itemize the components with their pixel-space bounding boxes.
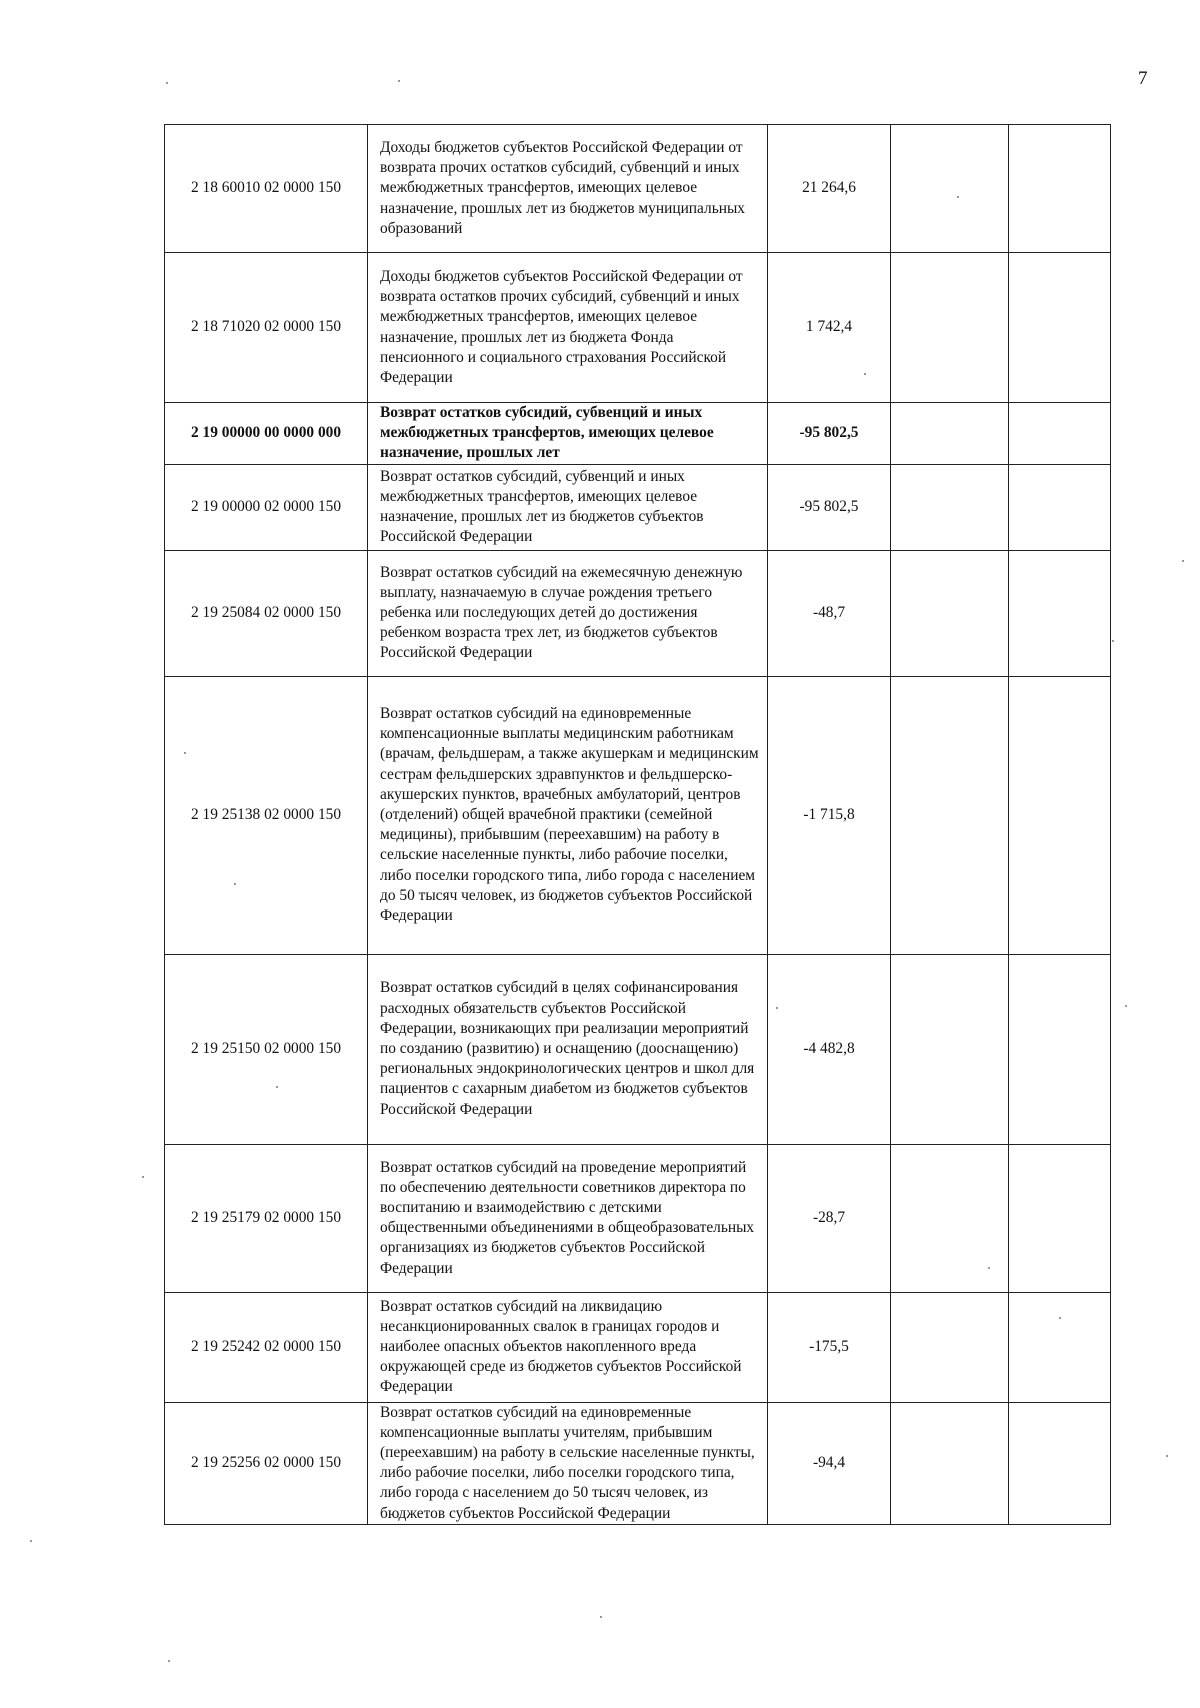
table-row xyxy=(165,464,1111,550)
scan-speck xyxy=(166,82,168,84)
table-row xyxy=(165,125,1111,253)
table-row xyxy=(165,253,1111,403)
table-row xyxy=(165,954,1111,1144)
scan-speck xyxy=(168,1660,170,1662)
scan-speck xyxy=(864,373,866,375)
scan-speck xyxy=(600,1616,602,1618)
budget-code-cell: 2 19 00000 02 0000 150 xyxy=(165,464,368,550)
revenue-name-cell: Возврат остатков субсидий в целях софинансирования расходных обязательств субъектов Российской Федерации, возникающих при реализации мероприятий по созданию (развитию) и оснащению (дооснащению) региональных эндокринологических центров и школ для пациентов с сахарным диабетом из бюджетов субъектов Российской Федерации xyxy=(368,954,768,1144)
empty-cell xyxy=(891,403,1009,465)
empty-cell xyxy=(891,954,1009,1144)
empty-cell xyxy=(1009,464,1111,550)
empty-cell xyxy=(891,1144,1009,1292)
scan-speck xyxy=(776,1007,778,1009)
table-row xyxy=(165,403,1111,465)
table-row xyxy=(165,1292,1111,1402)
empty-cell xyxy=(1009,403,1111,465)
amount-cell: -95 802,5 xyxy=(768,403,891,465)
revenue-name-cell: Возврат остатков субсидий на проведение мероприятий по обеспечению деятельности советников директора по воспитанию и взаимодействию с детскими общественными объединениями в общеобразовательных организациях из бюджетов субъектов Российской Федерации xyxy=(368,1144,768,1292)
revenue-name-cell: Доходы бюджетов субъектов Российской Федерации от возврата прочих остатков субсидий, субвенций и иных межбюджетных трансфертов, имеющих целевое назначение, прошлых лет из бюджетов муниципальных образований xyxy=(368,125,768,253)
budget-code-cell: 2 19 25242 02 0000 150 xyxy=(165,1292,368,1402)
amount-cell: -4 482,8 xyxy=(768,954,891,1144)
empty-cell xyxy=(891,125,1009,253)
empty-cell xyxy=(1009,253,1111,403)
empty-cell xyxy=(1009,1144,1111,1292)
empty-cell xyxy=(891,464,1009,550)
revenue-name-cell: Доходы бюджетов субъектов Российской Федерации от возврата остатков прочих субсидий, субвенций и иных межбюджетных трансфертов, имеющих целевое назначение, прошлых лет из бюджета Фонда пенсионного и социального страхования Российской Федерации xyxy=(368,253,768,403)
budget-code-cell: 2 19 25084 02 0000 150 xyxy=(165,550,368,676)
empty-cell xyxy=(891,1292,1009,1402)
scan-speck xyxy=(398,80,400,82)
table-body xyxy=(165,125,1111,1525)
revenue-name-cell: Возврат остатков субсидий на ежемесячную денежную выплату, назначаемую в случае рождения третьего ребенка или последующих детей до достижения ребенком возраста трех лет, из бюджетов субъектов Российской Федерации xyxy=(368,550,768,676)
budget-code-cell: 2 19 25256 02 0000 150 xyxy=(165,1402,368,1524)
empty-cell xyxy=(1009,125,1111,253)
scan-speck xyxy=(184,752,186,754)
amount-cell: -175,5 xyxy=(768,1292,891,1402)
scan-speck xyxy=(1112,640,1114,642)
empty-cell xyxy=(1009,676,1111,954)
scan-speck xyxy=(234,883,236,885)
empty-cell xyxy=(1009,550,1111,676)
empty-cell xyxy=(891,253,1009,403)
amount-cell: -48,7 xyxy=(768,550,891,676)
scan-speck xyxy=(1125,1005,1127,1007)
amount-cell: -94,4 xyxy=(768,1402,891,1524)
budget-code-cell: 2 19 25150 02 0000 150 xyxy=(165,954,368,1144)
table-row xyxy=(165,1402,1111,1524)
empty-cell xyxy=(1009,954,1111,1144)
scan-speck xyxy=(142,1176,144,1178)
empty-cell xyxy=(891,1402,1009,1524)
budget-code-cell: 2 18 60010 02 0000 150 xyxy=(165,125,368,253)
revenue-name-cell: Возврат остатков субсидий на единовременные компенсационные выплаты медицинским работникам (врачам, фельдшерам, а также акушеркам и медицинским сестрам фельдшерских здравпунктов и фельдшерско-акушерских пунктов, врачебных амбулаторий, центров (отделений) общей врачебной практики (семейной медицины), прибывшим (переехавшим) на работу в сельские населенные пункты, либо рабочие поселки, либо поселки городского типа, либо города с населением до 50 тысяч человек, из бюджетов субъектов Российской Федерации xyxy=(368,676,768,954)
amount-cell: -28,7 xyxy=(768,1144,891,1292)
scan-speck xyxy=(276,1086,278,1088)
empty-cell xyxy=(891,676,1009,954)
empty-cell xyxy=(1009,1402,1111,1524)
amount-cell: -1 715,8 xyxy=(768,676,891,954)
scan-speck xyxy=(988,1267,990,1269)
table-row xyxy=(165,676,1111,954)
scan-speck xyxy=(1182,560,1184,562)
budget-code-cell: 2 19 00000 00 0000 000 xyxy=(165,403,368,465)
table-row xyxy=(165,1144,1111,1292)
amount-cell: 1 742,4 xyxy=(768,253,891,403)
table-row xyxy=(165,550,1111,676)
scan-speck xyxy=(30,1540,32,1542)
revenue-name-cell: Возврат остатков субсидий на ликвидацию несанкционированных свалок в границах городов и наиболее опасных объектов накопленного вреда окружающей среде из бюджетов субъектов Российской Федерации xyxy=(368,1292,768,1402)
amount-cell: -95 802,5 xyxy=(768,464,891,550)
empty-cell xyxy=(891,550,1009,676)
page-number: 7 xyxy=(1138,68,1148,89)
amount-cell: 21 264,6 xyxy=(768,125,891,253)
revenue-name-cell: Возврат остатков субсидий на единовременные компенсационные выплаты учителям, прибывшим (переехавшим) на работу в сельские населенные пункты, либо рабочие поселки, либо поселки городского типа, либо города с населением до 50 тысяч человек, из бюджетов субъектов Российской Федерации xyxy=(368,1402,768,1524)
scan-speck xyxy=(1059,1317,1061,1319)
budget-code-cell: 2 18 71020 02 0000 150 xyxy=(165,253,368,403)
budget-code-cell: 2 19 25138 02 0000 150 xyxy=(165,676,368,954)
scan-speck xyxy=(1166,1455,1168,1457)
scan-speck xyxy=(957,196,959,198)
empty-cell xyxy=(1009,1292,1111,1402)
budget-revenue-table xyxy=(164,124,1111,1525)
revenue-name-cell: Возврат остатков субсидий, субвенций и иных межбюджетных трансфертов, имеющих целевое назначение, прошлых лет xyxy=(368,403,768,465)
budget-code-cell: 2 19 25179 02 0000 150 xyxy=(165,1144,368,1292)
revenue-name-cell: Возврат остатков субсидий, субвенций и иных межбюджетных трансфертов, имеющих целевое назначение, прошлых лет из бюджетов субъектов Российской Федерации xyxy=(368,464,768,550)
